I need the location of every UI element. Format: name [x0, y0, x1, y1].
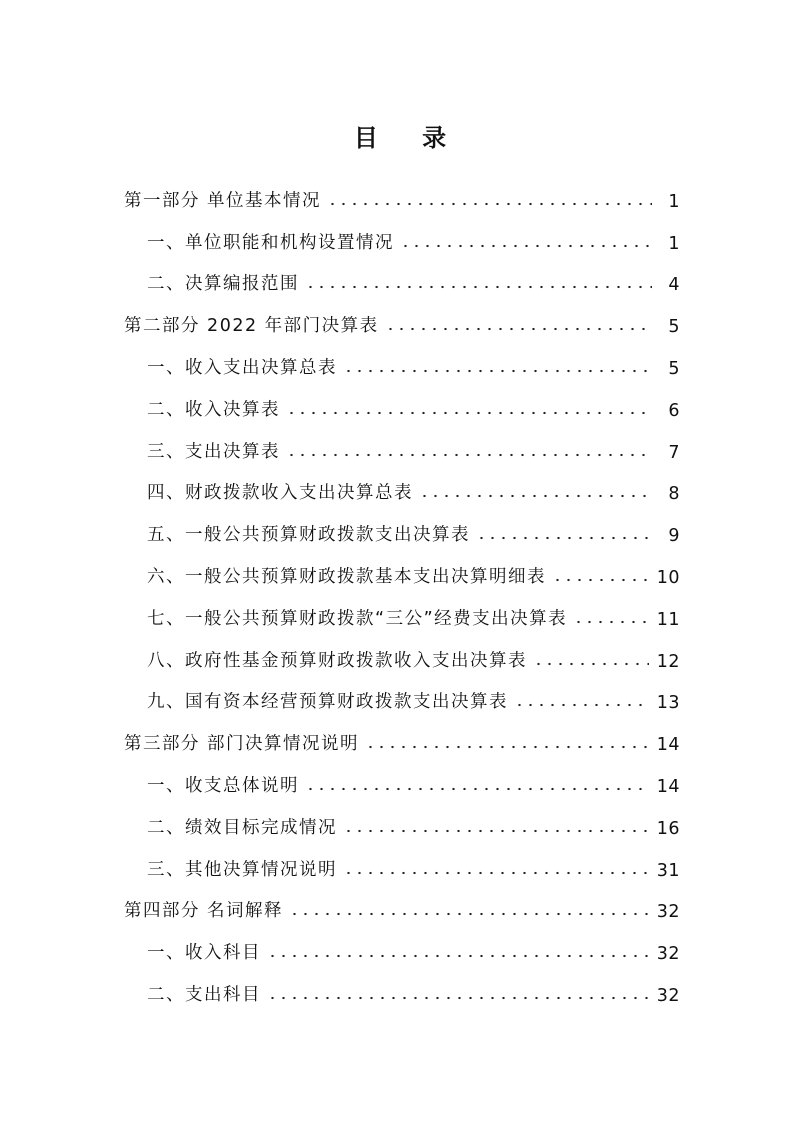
toc-entry-page: 7	[668, 442, 680, 463]
toc-entry[interactable]	[124, 509, 680, 551]
toc-entry-label: 四、财政拨款收入支出决算总表	[147, 483, 413, 504]
toc-entry[interactable]	[124, 217, 680, 259]
dot-leader	[365, 744, 649, 750]
dot-leader	[419, 493, 652, 499]
toc-entry-label: 二、支出科目	[147, 984, 261, 1005]
page-title: 目 录	[353, 124, 465, 152]
toc-entry-page: 5	[668, 358, 680, 379]
toc-entry-page: 16	[656, 818, 680, 839]
toc-entry-page: 4	[668, 275, 680, 296]
dot-leader	[267, 995, 649, 1001]
toc-entry[interactable]	[124, 384, 680, 426]
dot-leader	[476, 535, 652, 541]
dot-leader	[533, 661, 649, 667]
toc-entry[interactable]	[124, 342, 680, 384]
toc-entry-label: 第三部分 部门决算情况说明	[124, 734, 360, 755]
dot-leader	[267, 953, 649, 959]
toc-entry-label: 六、一般公共预算财政拨款基本支出决算明细表	[147, 566, 546, 587]
toc-entry-page: 8	[668, 484, 680, 505]
toc-entry-label: 一、收入支出决算总表	[147, 357, 337, 378]
toc-entry-label: 九、国有资本经营预算财政拨款支出决算表	[147, 692, 508, 713]
dot-leader	[573, 619, 649, 625]
toc-entry[interactable]	[124, 677, 680, 719]
toc-entry-label: 五、一般公共预算财政拨款支出决算表	[147, 525, 470, 546]
toc-entry[interactable]	[124, 593, 680, 635]
toc-entry-part-1[interactable]	[124, 175, 680, 217]
dot-leader	[400, 243, 652, 249]
toc-entry-label: 第一部分 单位基本情况	[124, 190, 322, 211]
toc-entry-label: 第四部分 名词解释	[124, 901, 284, 922]
toc-entry-page: 9	[668, 526, 680, 547]
toc-entry-label: 二、收入决算表	[147, 399, 280, 420]
toc-entry-page: 32	[656, 944, 680, 965]
dot-leader	[343, 828, 649, 834]
toc-entry[interactable]	[124, 927, 680, 969]
toc-entry-page: 32	[656, 902, 680, 923]
toc-entry-label: 三、支出决算表	[147, 441, 280, 462]
toc-entry-label: 八、政府性基金预算财政拨款收入支出决算表	[147, 650, 527, 671]
toc-entry[interactable]	[124, 844, 680, 886]
toc-entry-page: 31	[656, 860, 680, 881]
dot-leader	[514, 702, 649, 708]
toc-entry[interactable]	[124, 426, 680, 468]
dot-leader	[286, 452, 652, 458]
toc-entry-label: 七、一般公共预算财政拨款“三公”经费支出决算表	[147, 608, 568, 629]
toc-entry-label: 一、收支总体说明	[147, 775, 299, 796]
toc-entry[interactable]	[124, 802, 680, 844]
toc-entry-page: 11	[656, 609, 680, 630]
toc-entry-page: 32	[656, 985, 680, 1006]
dot-leader	[552, 577, 649, 583]
toc-entry-label: 三、其他决算情况说明	[147, 859, 337, 880]
toc-entry-page: 6	[668, 400, 680, 421]
dot-leader	[343, 870, 649, 876]
toc-entry-page: 14	[656, 735, 680, 756]
toc-entry[interactable]	[124, 468, 680, 510]
toc-entry[interactable]	[124, 969, 680, 1011]
toc-entry-page: 13	[656, 693, 680, 714]
toc-entry-page: 12	[656, 651, 680, 672]
toc-entry-page: 14	[656, 776, 680, 797]
toc-entry-label: 二、决算编报范围	[147, 274, 299, 295]
toc-entry-page: 1	[668, 191, 680, 212]
toc-entry-page: 5	[668, 317, 680, 338]
toc-entry-part-3[interactable]	[124, 718, 680, 760]
toc-entry[interactable]	[124, 760, 680, 802]
dot-leader	[385, 326, 652, 332]
toc-entry[interactable]	[124, 259, 680, 301]
toc-entry-part-2[interactable]	[124, 300, 680, 342]
toc-entry-label: 二、绩效目标完成情况	[147, 817, 337, 838]
dot-leader	[305, 284, 652, 290]
dot-leader	[286, 410, 652, 416]
dot-leader	[289, 911, 649, 917]
toc-entry[interactable]	[124, 635, 680, 677]
toc-entry-page: 1	[668, 233, 680, 254]
dot-leader	[343, 368, 652, 374]
toc-entry-label: 一、收入科目	[147, 943, 261, 964]
toc-entry[interactable]	[124, 551, 680, 593]
dot-leader	[305, 786, 649, 792]
toc-entry-part-4[interactable]	[124, 886, 680, 928]
toc-entry-label: 一、单位职能和机构设置情况	[147, 232, 394, 253]
toc-entry-label: 第二部分 2022 年部门决算表	[124, 316, 379, 337]
table-of-contents	[124, 175, 680, 1011]
dot-leader	[327, 201, 652, 207]
toc-entry-page: 10	[656, 567, 680, 588]
